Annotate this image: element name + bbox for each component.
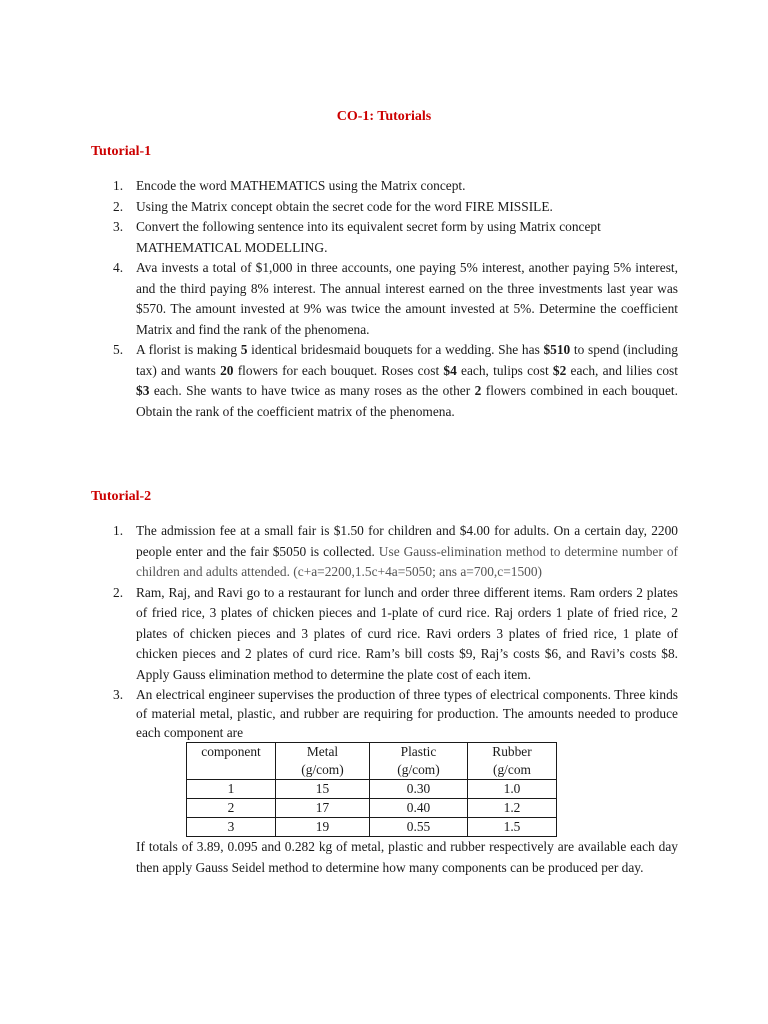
header-line-2: (g/com)	[301, 762, 344, 777]
table-header-cell	[187, 743, 276, 780]
table-cell: 1.0	[468, 780, 557, 799]
table-cell: 1	[187, 780, 276, 799]
item-number: 1.	[113, 178, 124, 193]
table-cell: 17	[276, 799, 370, 818]
table-cell: 2	[187, 799, 276, 818]
table-row	[187, 818, 557, 837]
table-row	[187, 780, 557, 799]
item-text: Encode the word MATHEMATICS using the Matrix concept.	[136, 178, 466, 193]
table-header-row	[187, 743, 557, 780]
list-item	[113, 176, 678, 197]
table-row	[187, 799, 557, 818]
item-number: 4.	[113, 260, 124, 275]
text-run: each, tulips cost	[456, 362, 553, 378]
text-run: identical bridesmaid bouquets for a wedding. She has	[247, 342, 544, 357]
item-text: The admission fee at a small fair is $1.50 for children and $4.00 for adults. On a certain day, 2200 people enter and the fair $5050 is collected.	[136, 523, 678, 559]
header-line-1: component	[201, 744, 261, 759]
tutorial-2-heading: Tutorial-2	[91, 489, 152, 504]
list-item	[113, 583, 678, 686]
bold-value: $510	[543, 342, 571, 357]
header-line-1: Rubber	[492, 744, 532, 759]
list-item	[113, 685, 678, 878]
item-number: 3.	[113, 219, 124, 234]
table-cell: 0.30	[370, 780, 468, 799]
item-number: 2.	[113, 584, 124, 600]
text-run: each. She wants to have twice as many roses as the other	[149, 383, 475, 398]
text-run: each, and lilies cost	[566, 362, 678, 378]
item-number: 3.	[113, 687, 124, 702]
bold-value: 20	[220, 362, 234, 378]
item-text: An electrical engineer supervises the production of three types of electrical components. Three kinds of material metal, plastic, and rubber are requiring for production. The amounts needed to produce each component are	[136, 687, 678, 740]
table-cell: 1.5	[468, 818, 557, 837]
bold-value: $2	[552, 362, 567, 378]
tutorial-1-heading: Tutorial-1	[91, 144, 152, 159]
table-header-cell	[370, 743, 468, 780]
document-title: CO-1: Tutorials	[336, 109, 432, 124]
item-text	[136, 342, 678, 419]
table-cell: 3	[187, 818, 276, 837]
header-line-1: Plastic	[400, 744, 437, 759]
item-text: Ram, Raj, and Ravi go to a restaurant for lunch and order three different items. Ram orders 2 plates of fried rice, 3 plates of chicken pieces and 1-plate of curd rice. Raj orders 1 plate of fried rice, 2 plates of chicken pieces and 3 plates of curd rice. Ravi orders 3 plates of fried rice, 1 plate of chicken pieces and 2 plates of curd rice. Ram’s bill costs $9, Raj’s costs $6, and Ravi’s costs $8. Apply Gauss elimination method to determine the plate cost of each item.	[136, 584, 678, 682]
item-number: 1.	[113, 523, 124, 538]
table-cell: 1.2	[468, 799, 557, 818]
list-item	[113, 217, 678, 258]
components-table	[186, 742, 557, 837]
bold-value: 2	[474, 383, 482, 398]
table-header-cell	[468, 743, 557, 780]
tutorial-2-list	[113, 521, 678, 878]
table-cell: 0.55	[370, 818, 468, 837]
text-run: flowers for each bouquet. Roses cost	[233, 362, 444, 378]
table-cell: 15	[276, 780, 370, 799]
table-header-cell	[276, 743, 370, 780]
item-text: Ava invests a total of $1,000 in three accounts, one paying 5% interest, another paying 5% interest, and the third paying 8% interest. The annual interest earned on the three investments last year was $570. The amount invested at 9% was twice the amount invested at 5%. Determine the coefficient Matrix and find the rank of the phenomena.	[136, 260, 678, 337]
list-item	[113, 197, 678, 218]
bold-value: $3	[136, 383, 150, 398]
list-item	[113, 340, 678, 422]
bold-value: $4	[443, 362, 457, 378]
item-text-method: Use Gauss-elimination method to determine number of children and adults attended. (c+a=2200,1.5c+4a=5050; ans a=700,c=1500)	[136, 543, 678, 579]
item-text: Using the Matrix concept obtain the secret code for the word FIRE MISSILE.	[136, 198, 553, 214]
item-text-after-table: If totals of 3.89, 0.095 and 0.282 kg of metal, plastic and rubber respectively are available each day then apply Gauss Seidel method to determine how many components can be produced per day.	[136, 839, 678, 875]
item-number: 5.	[113, 342, 124, 357]
text-run: to spend (including tax) and wants	[136, 342, 678, 378]
item-text-line-2: MATHEMATICAL MODELLING.	[136, 239, 328, 255]
text-run: flowers combined in each bouquet. Obtain the rank of the coefficient matrix of the phenomena.	[136, 383, 678, 419]
text-run: A florist is making	[136, 342, 241, 357]
header-line-2: (g/com)	[397, 762, 440, 777]
table-cell: 0.40	[370, 799, 468, 818]
list-item	[113, 258, 678, 340]
tutorial-1-list	[113, 176, 678, 422]
list-item	[113, 521, 678, 583]
table-cell: 19	[276, 818, 370, 837]
header-line-1: Metal	[306, 744, 339, 759]
bold-value: 5	[240, 342, 248, 357]
item-text-line-1: Convert the following sentence into its equivalent secret form by using Matrix concept	[136, 219, 601, 234]
item-number: 2.	[113, 198, 124, 214]
header-line-2: (g/com	[493, 762, 531, 777]
